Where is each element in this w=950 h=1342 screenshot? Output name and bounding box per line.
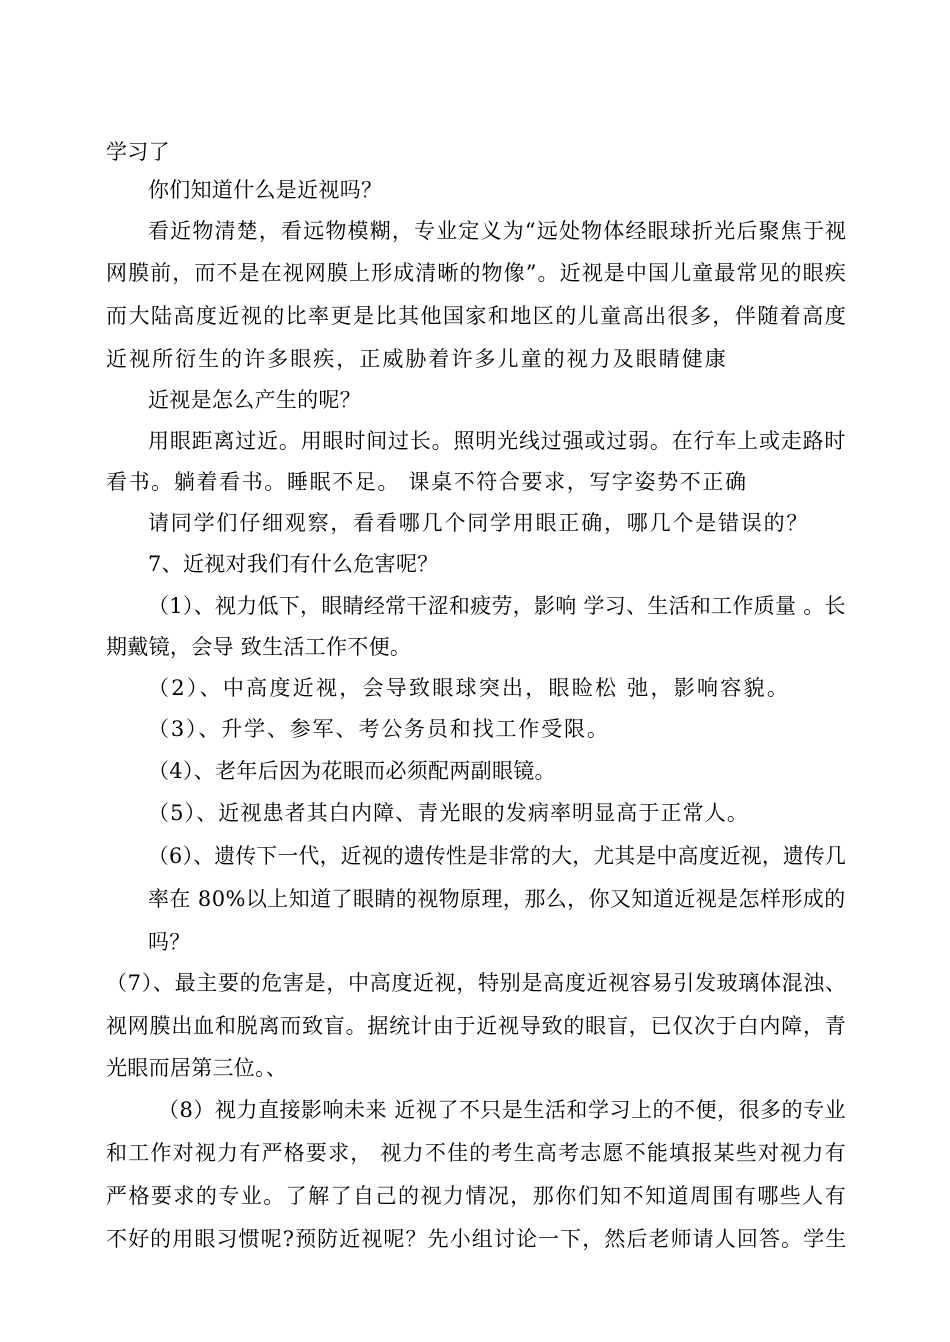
text-line: 看书。躺着看书。睡眠不足。 课桌不符合要求，写字姿势不正确 (106, 470, 748, 494)
text-line: 7、近视对我们有什么危害呢？ (148, 552, 439, 576)
text-line: 率在 80%以上知道了眼睛的视物原理，那么，你又知道近视是怎样形成的 (148, 887, 846, 911)
text-line: 你们知道什么是近视吗？ (148, 178, 383, 202)
text-line: （3）、升学、参军、考公务员和找工作受限。 (148, 717, 610, 741)
text-line: 不好的用眼习惯呢?预防近视呢？先小组讨论一下，然后老师请人回答。学生 (106, 1227, 848, 1251)
text-line: 学习了 (106, 140, 170, 164)
text-line: 视网膜出血和脱离而致盲。据统计由于近视导致的眼盲，已仅次于白内障，青 (106, 1014, 847, 1038)
text-line: 近视是怎么产生的呢？ (148, 388, 361, 412)
text-line: 网膜前，而不是在视网膜上形成清晰的物像”。近视是中国儿童最常见的眼疾 (106, 261, 847, 285)
text-line: 用眼距离过近。用眼时间过长。照明光线过强或过弱。在行车上或走路时 (148, 429, 847, 453)
text-line: 看近物清楚，看远物模糊，专业定义为“远处物体经眼球折光后聚焦于视 (148, 219, 848, 243)
text-line: 期戴镜，会导 致生活工作不便。 (106, 635, 412, 659)
text-line: （1）、视力低下，眼睛经常干涩和疲劳，影响 学习、生活和工作质量 。长 (148, 594, 846, 618)
text-line: 请同学们仔细观察，看看哪几个同学用眼正确，哪几个是错误的？ (148, 511, 810, 535)
text-line: 近视所衍生的许多眼疾，正威胁着许多儿童的视力及眼睛健康 (106, 347, 728, 371)
text-line: 而大陆高度近视的比率更是比其他国家和地区的儿童高出很多，伴随着高度 (106, 304, 848, 328)
text-line: 和工作对视力有严格要求， 视力不佳的考生高考志愿不能填报某些对视力有 (106, 1141, 847, 1165)
text-line: 吗？ (148, 930, 191, 954)
text-line: （7）、最主要的危害是，中高度近视，特别是高度近视容易引发玻璃体混浊、 (106, 971, 847, 995)
text-line: （4）、老年后因为花眼而必须配两副眼镜。 (148, 759, 556, 783)
text-line: （6）、遗传下一代，近视的遗传性是非常的大，尤其是中高度近视，遗传几 (148, 844, 847, 868)
text-line: （8）视力直接影响未来 近视了不只是生活和学习上的不便，很多的专业 (158, 1098, 847, 1122)
text-line: 严格要求的专业。了解了自己的视力情况，那你们知不知道周围有哪些人有 (106, 1184, 848, 1208)
text-line: （2）、中高度近视，会导致眼球突出，眼睑松 弛，影响容貌。 (148, 676, 791, 700)
text-line: （5）、近视患者其白内障、青光眼的发病率明显高于正常人。 (148, 801, 749, 825)
text-line: 光眼而居第三位。、 (106, 1056, 288, 1080)
